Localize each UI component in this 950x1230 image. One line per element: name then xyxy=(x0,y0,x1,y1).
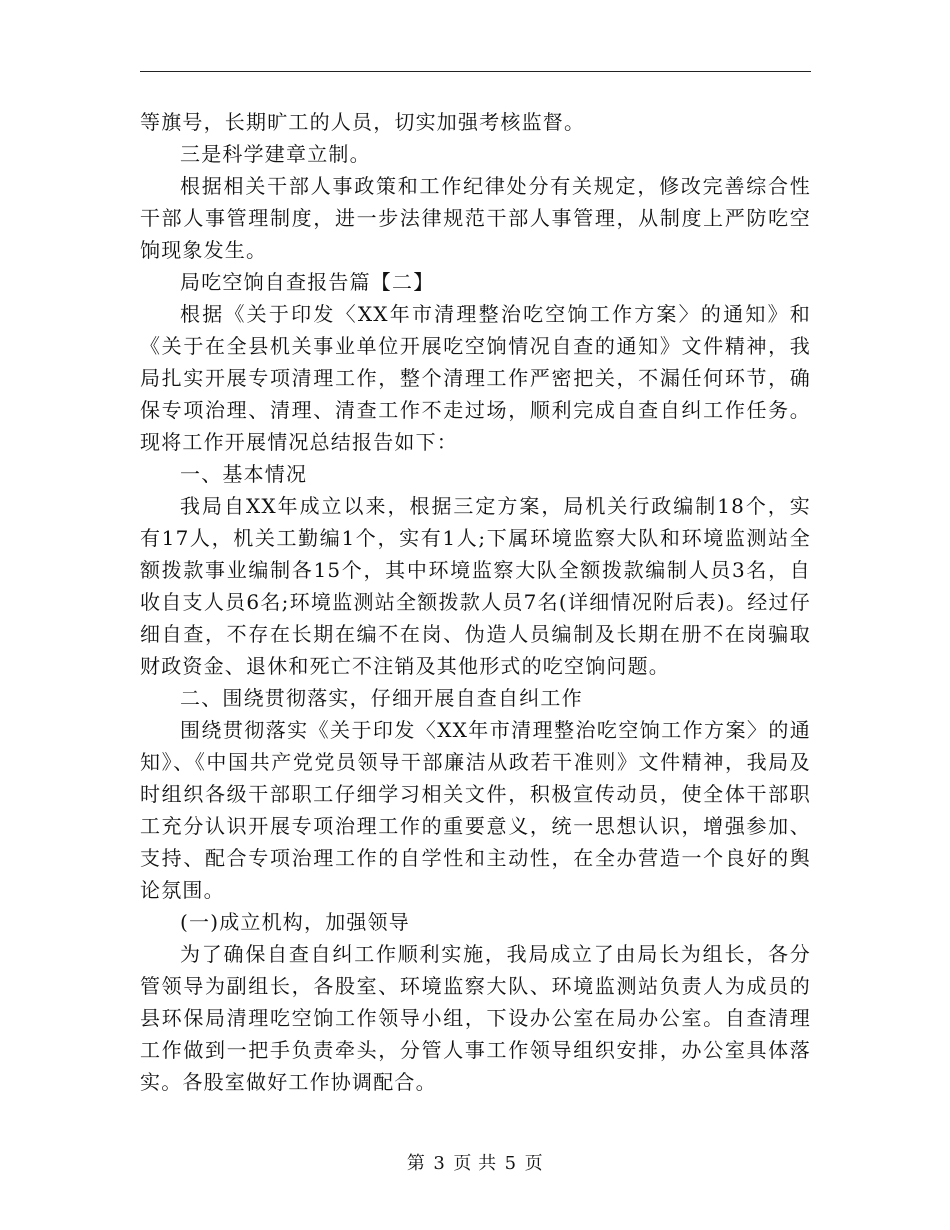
section-heading: 局吃空饷自查报告篇【二】 xyxy=(180,270,435,294)
total-page-count: 5 xyxy=(504,1153,517,1174)
current-page-number: 3 xyxy=(433,1153,446,1174)
footer-prefix: 第 xyxy=(406,1153,426,1174)
paragraph: 围绕贯彻落实《关于印发〈XX年市清理整治吃空饷工作方案〉的通知》、《中国共产党党员领导干部廉洁从政若干准则》文件精神，我局及时组织各级干部职工仔细学习相关文件，积极宣传动员，使全体干部职工充分认识开展专项治理工作的重要意义，统一思想认识，增强参加、支持、配合专项治理工作的自学性和主动性，在全办营造一个良好的舆论氛围。 xyxy=(140,718,811,902)
footer-suffix: 页 xyxy=(524,1153,544,1174)
section-heading: (一)成立机构，加强领导 xyxy=(180,910,411,934)
paragraph: 根据相关干部人事政策和工作纪律处分有关规定，修改完善综合性干部人事管理制度，进一步法律规范干部人事管理，从制度上严防吃空饷现象发生。 xyxy=(140,174,811,262)
document-body xyxy=(140,106,811,1098)
paragraph: 三是科学建章立制。 xyxy=(180,142,371,166)
section-heading: 一、基本情况 xyxy=(180,462,308,486)
paragraph: 等旗号，长期旷工的人员，切实加强考核监督。 xyxy=(140,110,586,134)
footer-middle: 页 共 xyxy=(453,1153,497,1174)
section-heading: 二、围绕贯彻落实，仔细开展自查自纠工作 xyxy=(180,686,583,710)
paragraph: 我局自XX年成立以来，根据三定方案，局机关行政编制18个，实有17人，机关工勤编1个，实有1人;下属环境监察大队和环境监测站全额拨款事业编制各15个，其中环境监察大队全额拨款编制人员3名，自收自支人员6名;环境监测站全额拨款人员7名(详细情况附后表)。经过仔细自查，不存在长期在编不在岗、伪造人员编制及长期在册不在岗骗取财政资金、退休和死亡不注销及其他形式的吃空饷问题。 xyxy=(140,494,811,678)
page-footer xyxy=(0,1152,950,1176)
paragraph: 根据《关于印发〈XX年市清理整治吃空饷工作方案〉的通知》和《关于在全县机关事业单位开展吃空饷情况自查的通知》文件精神，我局扎实开展专项清理工作，整个清理工作严密把关，不漏任何环节，确保专项治理、清理、清查工作不走过场，顺利完成自查自纠工作任务。现将工作开展情况总结报告如下： xyxy=(140,302,811,454)
header-rule xyxy=(140,71,811,72)
paragraph: 为了确保自查自纠工作顺利实施，我局成立了由局长为组长，各分管领导为副组长，各股室、环境监察大队、环境监测站负责人为成员的县环保局清理吃空饷工作领导小组，下设办公室在局办公室。自查清理工作做到一把手负责牵头，分管人事工作领导组织安排，办公室具体落实。各股室做好工作协调配合。 xyxy=(140,942,811,1094)
